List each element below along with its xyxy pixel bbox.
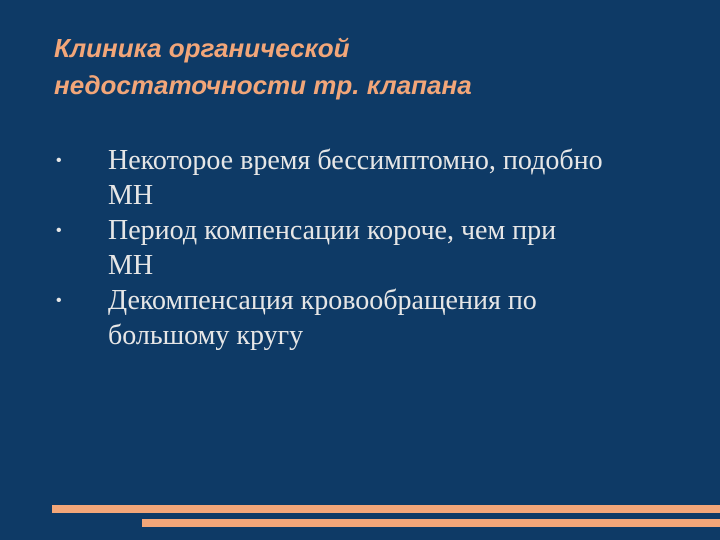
decorative-bar-lower <box>142 519 720 527</box>
slide-title-line: Клиника органической <box>54 33 350 63</box>
bullet-dot-icon: • <box>56 292 62 309</box>
bullet-text-line: МН <box>108 250 154 281</box>
slide-title-line: недостаточности тр. клапана <box>54 70 472 100</box>
bullet-dot-icon: • <box>56 152 62 169</box>
decorative-bar-upper <box>52 505 720 513</box>
bullet-text-line: Период компенсации короче, чем при <box>108 215 557 246</box>
bullet-list <box>0 143 720 353</box>
slide-title <box>54 30 674 104</box>
bullet-dot-icon: • <box>56 222 62 239</box>
bullet-text-line: большому кругу <box>108 320 304 351</box>
bullet-item <box>0 213 720 283</box>
bullet-text-line: МН <box>108 180 154 211</box>
bullet-text-line: Некоторое время бессимптомно, подобно <box>108 145 603 176</box>
bullet-item <box>0 143 720 213</box>
bullet-text-line: Декомпенсация кровообращения по <box>108 285 537 316</box>
bullet-item <box>0 283 720 353</box>
